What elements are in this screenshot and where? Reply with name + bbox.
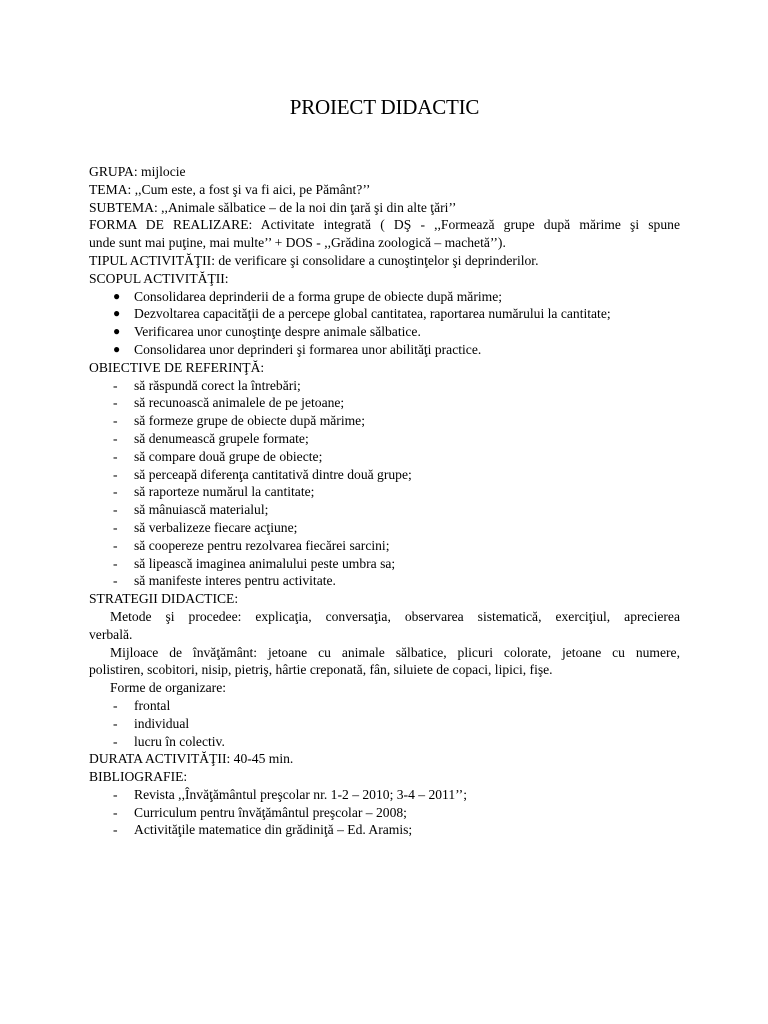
tipul-value: de verificare şi consolidare a cunoştinţelor şi deprinderilor. — [218, 252, 539, 268]
list-item: - să raporteze numărul la cantitate; — [113, 484, 315, 500]
dash-icon: - — [113, 697, 118, 713]
dash-icon: - — [113, 804, 118, 820]
metode-line-2: verbală. — [89, 626, 133, 642]
list-item: - Activităţile matematice din grădiniţă – Ed. Aramis; — [113, 822, 413, 838]
list-item: ● Verificarea unor cunoştinţe despre animale sălbatice. — [113, 324, 421, 340]
forma-label: FORMA DE REALIZARE: — [89, 217, 253, 233]
list-item: ● Dezvoltarea capacităţii de a percepe global cantitatea, raportarea numărului la cantitate; — [113, 306, 611, 322]
grupa-label: GRUPA: — [89, 164, 138, 179]
list-item: - să coopereze pentru rezolvarea fiecărei sarcini; — [113, 537, 390, 553]
dash-icon: - — [113, 502, 118, 518]
dash-icon: - — [113, 537, 118, 553]
bibliografie-list — [89, 786, 680, 839]
durata-label: DURATA ACTIVITĂŢII: — [89, 751, 231, 767]
subtema-value: ,,Animale sălbatice – de la noi din ţară şi din alte ţări’’ — [161, 199, 457, 215]
durata-line — [89, 750, 680, 768]
dash-icon: - — [113, 377, 118, 393]
tema-label: TEMA: — [89, 181, 132, 197]
forma-value-1: Activitate integrată ( DŞ - ,,Formează grupe după mărime şi spune — [260, 217, 680, 233]
list-item: - Revista ,,Învăţământul preşcolar nr. 1-2 – 2010; 3-4 – 2011’’; — [113, 786, 467, 802]
tipul-label: TIPUL ACTIVITĂŢII: — [89, 252, 215, 268]
grupa-value: mijlocie — [141, 164, 186, 179]
list-item: - să compare două grupe de obiecte; — [113, 448, 323, 464]
dash-icon: - — [113, 715, 118, 731]
forme-heading: Forme de organizare: — [110, 680, 227, 696]
forma-value-2: unde sunt mai puţine, mai multe’’ + DOS - ,,Grădina zoologică – machetă’’). — [89, 235, 506, 251]
list-item: - să verbalizeze fiecare acţiune; — [113, 519, 298, 535]
bullet-icon: ● — [113, 341, 121, 356]
dash-icon: - — [113, 733, 118, 749]
metode-line-1: Metode şi procedee: explicaţia, conversaţia, observarea sistematică, exerciţiul, aprecierea — [110, 608, 680, 624]
bullet-icon: ● — [113, 324, 121, 339]
list-item: - să recunoască animalele de pe jetoane; — [113, 395, 345, 411]
subtema-label: SUBTEMA: — [89, 199, 158, 215]
dash-icon: - — [113, 519, 118, 535]
list-item: - individual — [113, 715, 190, 731]
list-item: - să mânuiască materialul; — [113, 502, 269, 518]
page-title: PROIECT DIDACTIC — [289, 95, 480, 119]
list-item: - frontal — [113, 697, 171, 713]
dash-icon: - — [113, 555, 118, 571]
list-item: ● Consolidarea deprinderii de a forma grupe de obiecte după mărime; — [113, 288, 503, 304]
tema-line — [89, 181, 680, 199]
dash-icon: - — [113, 395, 118, 411]
document-body — [89, 163, 680, 839]
list-item: - Curriculum pentru învăţământul preşcolar – 2008; — [113, 804, 407, 820]
dash-icon: - — [113, 413, 118, 429]
tipul-line — [89, 252, 680, 270]
mijloace-line-1: Mijloace de învăţământ: jetoane cu animale sălbatice, plicuri colorate, jetoane cu numere, — [110, 644, 680, 660]
obiective-list — [89, 377, 680, 591]
list-item: - să lipească imaginea animalului peste umbra sa; — [113, 555, 396, 571]
dash-icon: - — [113, 822, 118, 838]
dash-icon: - — [113, 786, 118, 802]
bullet-icon: ● — [113, 288, 121, 303]
forma-line-2 — [89, 234, 680, 252]
dash-icon: - — [113, 466, 118, 482]
forme-list — [89, 697, 680, 750]
dash-icon: - — [113, 448, 118, 464]
tema-value: ,,Cum este, a fost şi va fi aici, pe Pământ?’’ — [134, 181, 371, 197]
bibliografie-heading: BIBLIOGRAFIE: — [89, 769, 188, 785]
list-item: - să manifeste interes pentru activitate. — [113, 573, 336, 589]
forma-line-1 — [89, 216, 680, 234]
list-item: - lucru în colectiv. — [113, 733, 225, 749]
mijloace-line-2: polistiren, scobitori, nisip, pietriş, hârtie creponată, fân, siluiete de copaci, lipici, fişe. — [89, 662, 553, 678]
list-item: ● Consolidarea unor deprinderi şi formarea unor abilităţi practice. — [113, 341, 482, 357]
strategii-heading: STRATEGII DIDACTICE: — [89, 591, 239, 607]
dash-icon: - — [113, 484, 118, 500]
subtema-line — [89, 199, 680, 217]
list-item: - să răspundă corect la întrebări; — [113, 377, 301, 393]
dash-icon: - — [113, 573, 118, 589]
obiective-heading: OBIECTIVE DE REFERINŢĂ: — [89, 359, 265, 375]
grupa-line — [89, 163, 680, 181]
list-item: - să formeze grupe de obiecte după mărime; — [113, 413, 365, 429]
scopul-heading: SCOPUL ACTIVITĂŢII: — [89, 270, 229, 286]
durata-value: 40-45 min. — [233, 751, 294, 767]
list-item: - să denumească grupele formate; — [113, 430, 309, 446]
list-item: - să perceapă diferenţa cantitativă dintre două grupe; — [113, 466, 412, 482]
bullet-icon: ● — [113, 306, 121, 321]
dash-icon: - — [113, 430, 118, 446]
document-page — [89, 0, 680, 1024]
scopul-list — [89, 288, 680, 359]
